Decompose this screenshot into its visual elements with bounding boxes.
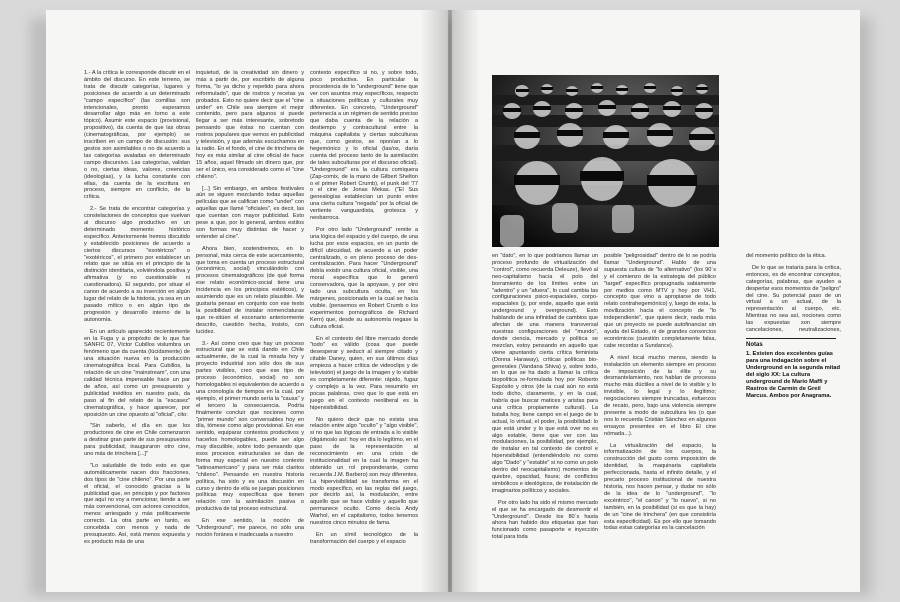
paragraph: [...] Sin embargo, en ambos festivales aún se siguen mezclando todas aquellas películas que se califican como "under" con aquellas que llamé "oficiales", es decir, las que cuentan con mayor publicidad. Esto pese a que, por lo general, ambos estilos son formas muy distintas de hacer y entender al cine". xyxy=(196,185,304,240)
paragraph: inquietud, de la creatividad sin dinero y más a partir de, por escribirlo de alguna forma, "lo ya dicho y repetido para ahora reformulado", que de rostros y recetas ya probados. Esto no quiere decir que el "cine under" en Chile sea siempre el mejor contenido, pero para algunos si puede llegar a ser más interesante, sobretodo pensando que éstas no cuentan con rostros populares que vemos en publicidad y televisión, y que además escuchamos en la radio. En el fondo, el cine de trinchera de hoy es más similar al cine oficial de hace 15 años, aquel filmado sin dinero que, por ser el único, era considerado como el "cine chileno". xyxy=(196,70,304,180)
left-column-3 xyxy=(310,70,418,578)
left-column-2 xyxy=(196,70,304,578)
paragraph: Por otro lado "Underground" remite a una lógica del espacio y del cuerpo, de una lucha por esos espacios, en un punto de difícil ubicuidad, de acuerdo a un poder centralizado, o en pleno proceso de des-centralización. Para hacer "Underground" debía existir una cultura oficial, visible, una moral específica que lo generó conservadora, que la apoyase, y por otro lado una subcultura oculta, en los márgenes, posicionada en la cual se hacía visible. (pensemos en Robert Crumb o los experimentos pornográficos de Richard Kern) que, desde su autonomía negase la cultura oficial. xyxy=(310,226,418,330)
footnote-number: 1. xyxy=(746,351,751,357)
paragraph: contexto específico si no, y sobre todo, poco productiva. En particular la procedencia de lo "underground" tiene que ver con asuntos muy específicos, respecto a situaciones políticas y culturales muy diferentes. En concreto, "Underground" pertenecía a un régimen de sentido preciso que daba cuenta de la relación a destiempo y contracultural entre la máquina capitalista y ciertas subculturas que, como gestos, se oponían a lo hegemónico y lo oficial (las/os, daría cuenta del proceso tanto de la asimilación de tales subculturas por el discurso oficial). "Underground" era la cultura comiquera (Zap-comix, de la mano de Gilbert Shelton o el primer Robert Crumb), el punk del '77 o el cine de Jonas Mekas. ("El Sus genealogías establecían un punto entre una cierta cultura "negada" por la oficial de vertiente vanguardista, grotesca y neobarroca. xyxy=(310,70,418,222)
paragraph: 1.- A la crítica le corresponde discutir en el ámbito del discurso. En este terreno, se trata de discutir categorías, lugares y posiciones de acuerdo a un determinado "campo específico" (las comillas son intencionales, pronto esperamos desarrollar algo más en torno a este tópico). Asumir este espacio (provisional, propositivo), da cuenta de que las obras (cinematográficas, por ejemplo) se inscriben en un campo de discusión: sus gestos son asimilables o no de acuerdo a las categorías avaladas en determinado campo discursivo. Las categorías, validan o no, ciertas ideas, valores, creencias (ideologías), y la lucha constante con ellas, da cuenta de la escritura en proceso, siempre en conflicto, de la crítica. xyxy=(84,70,190,201)
paragraph: En un artículo aparecido recientemente en la Fuga y a propósito de lo que fue SANFIC 07, Víctor Cubillos vislumbra un fenómeno que da cuenta (lúcidamente) de una situación nueva en la producción cinematográfica local. Para Cubillos, la relación de un cine "mainstream", con una calidad técnica impensable hace un par de años, así como un presupuesto y publicidad inéditos en nuestro país, da paso al fin del relato de la "escasez" cinematográfica, y hace aparecer, por oposición un cine opuesto al "oficial", cito: xyxy=(84,328,190,418)
paragraph: 2.- Se trata de encontrar categorías y constelaciones de conceptos que vuelvan al discurso algo productivo en un determinado momento histórico específico. Anteriormente hemos discutido y establecido posiciones de acuerdo a ciertos discursos "esotéricos" o "exotéricos", el primero por establecer un relato que se sitúa en el principio de la distinción identitaria, volviéndola positiva y afirmativa (y no cuestionable ni cuestionadora). El segundo, por situar el canon de acuerdo a su inserción en algún lugar del relato de la historia, ya sea en un pasado mítico o en algún tipo de progresión y desarrollo interno de la autonomía. xyxy=(84,206,190,323)
right-column-1 xyxy=(492,253,598,583)
left-page xyxy=(46,10,448,592)
paragraph: en "dato", en lo que podríamos llamar un proceso profundo de virtualización del "control", como recuerda Deleuze), llevó al neo-capitalismo hacia el polo del borramiento de los límites entre un "adentro" y un "afuera", lo cual cambia las configuraciones psico-espaciales, corpo-espaciales (y, por ende, aquello que está underground y overground). Esto hablando de una infinidad de cambios que afectan de una manera transversal nuestras configuraciones del "mundo", donde ciencia, mercado y política se mezclan, estoy pensando en aquello que viene apuntando cierta crítica feminista (Donna Haraway), críticas políticas bio-generales (Vandana Shiva) y, sobre todo, en lo que se ha dado a llamar la crítica biopolítica re-formulada hoy por Roberto Espósito y otros (de la cual aún no está todo dicho, claramente, y en la cual, habría que buscar matices y aristas para una crítica propiamente cultural). La batalla hoy, tiene campo en el juego de lo actual, lo virtual, el poder, la posibilidad: lo que está under y lo que está over no es algo estable, tiene que ver con las modulaciones, la posibilidad, por ejemplo, de instalar en tal contexto de control e hipervisibilidad (entendiéndolo no como algo "Dado" y "estable" si no como un polo dentro del neocapitalismo) momentos de quiebre, opacidad, fisura; de conflictos simbólicos e ideológicos, de instalación de imaginarios políticos y sociales. xyxy=(492,253,598,494)
notes-heading: Notas xyxy=(746,342,763,348)
paragraph: En ese sentido, la noción de "Underground", me parece, no sólo una noción foránea e inadecuada a nuestro xyxy=(196,518,304,538)
paragraph: "Lo saludable de todo esto es que automáticamente nacen dos fracciones, dos tipos de "cine chileno". Por una parte el oficial, el conocido gracias a la publicidad que, en principio y por factores que aquí no voy a mencionar, tiende a ser más convencional, con actores conocidos, menos arriesgado y más políticamente correcto. La otra parte en tanto, es concebida con menos y nada de presupuesto. Así, está menos expuesta y es producto más de una xyxy=(84,462,190,545)
footnote-text: Existen dos excelentes guías para una indagación sobre el Underground en la segunda mitad del siglo XX: La cultura underground de Mario Maffi y Rastros de Carmín de Greil Marcus. Ambos por Anagrama. xyxy=(746,351,841,399)
paragraph: La virtualización del espacio, la informatización de los cuerpos, la construcción del gusto como imposición de identidad, la maquinaria capitalista perfeccionada, hasta el infinito detalle, y el precario proceso institucional de nuestra historia, nos hacen pensar, y dudar no sólo de la idea de lo "underground", "lo excéntrico", "el canon" y "lo nuevo", si no también, en la posibilidad (si es que la hay) de un "cine de trinchera" (en que consistiría esta especificidad). Es por ello que tomando todas estas categorías es la cancelación xyxy=(604,442,716,532)
right-column-3 xyxy=(746,253,841,333)
paragraph: Por otro lado ha sido el mismo mercado el que se ha encargado de desmentir el "Underground". Desde los 80´s hasta ahora han habido dos etiquetas que han funcionado como pasaporte e inyección total para toda xyxy=(492,499,598,541)
paragraph: En el contexto del libre mercado donde "todo" es válido (cosa que puede desesperar y seducir al siempre citado y citable Daney, quien, en sus últimos días empieza a hacer crítica de videoclips y de televisión) el juego de la imagen y lo visible es completamente diferente: rápido, fugaz y complejo a la vez. Para resumirlo en pocas palabras, creo que lo que está en juego en el contexto neoliberal es la hipervisibilidad. xyxy=(310,335,418,411)
footnote xyxy=(746,351,841,400)
paragraph: De lo que se trataría para la crítica, entonces, es de encontrar conceptos, categorías, palabras, que ayuden a despertar esos momentos de "peligro" del cine. Su potencial paso de un virtual a un actual, de la representación al cuerpo, etc. Mientras no sea así, nociones como las expuestas son siempre cancelaciones, neutralizaciones, xyxy=(746,264,841,333)
paragraph: posible "peligrosidad" dentro de lo se podría llamar "Underground". Hablo de una supuesta cultura de "lo alternativo" (los 90´s y el comienzo de la estrategia del público "target" específico propugnada sabiamente por medios como MTV y hoy por VH1, concepto que vino a apropiarse de todo relato contrahegemónico) y, luego de esta, la movilización hacia el concepto de "lo independiente", que quiere decir, nada más que un proyecto se puede autofinanciar sin ayuda del Estado, ni de grandes consorcios económicos (cuestión completamente falsa, cabe recordar a Sundance). xyxy=(604,253,716,349)
paragraph: En un símil tecnológico de la transformación del cuerpo y el espacio xyxy=(310,532,418,545)
audience-3d-glasses-image xyxy=(492,75,719,247)
notes-divider xyxy=(746,338,836,339)
left-column-1 xyxy=(84,70,190,578)
paragraph: del momento político de la ética. xyxy=(746,253,827,259)
paragraph: No quiero decir que no exista una relación entre algo "oculto" y "algo visible", si no que las lógicas de entrada a lo visible (digámoslo así: hoy en día lo legítimo, en el paso de la representación al reconocimiento en una crisis de institucionalidad en la cual la imagen ha obtenido un rol preponderante, como recuerda J.M. Barbero) son muy diferentes. La hipervisibilidad se transforma en el modo específico, en las reglas del juego, por decirlo así, la modulación, entre aquello que se hace visible y aquello que permanece oculto. Como decía Andy Warhol, en el capitalismo, todos tenemos nuestros cinco minutos de fama. xyxy=(310,416,418,527)
paragraph: 3.- Así como creo que hay un proceso estructural que se está dando en Chile actualmente, de la cual la mirada hoy y proyecto industrial son sólo dos de sus partes visibles, creo que ese tipo de proceso (económico, social) no son homologables ni equivalentes de acuerdo a una cronología de tiempos en la cual, por ejemplo, el primer mundo sería la "causa" y el tercero la consecuencia. Podría finalmente concluir que nociones como "primer mundo" son conversables hoy en día, tómese como algo provisional. En ese sentido, equiparar contextos productivos y hacerlos homologables, puede ser algo muy discutible, sobre todo pensando que esos procesos estructurales se dan de forma muy especial en nuestro contexto "latinoamericano" y para ser más claritos "chileno". Pensando en nuestra historia política, ha sido y es una discusión en curso y dentro de ella se juegan posiciones políticas muy específicas que tienen relación con la asimilación pasiva o productiva de tal proceso estructural. xyxy=(196,340,304,513)
paragraph: "Sin saberlo, el día en que los productores de cine en Chile comenzaron a destinar gran parte de sus presupuestos para publicidad, inauguraron otro cine, uno más de trinchera [...]" xyxy=(84,423,190,458)
paragraph: Ahora bien, sostendremos, en lo personal, más cerca de este acercamiento, que toma en cuenta un proceso estructural (económico, social) vinculándolo con procesos cinematográficos (de qué forma ese relato económico-social tiene una incidencia en los principios estéticos), y asumiendo que es un relato plausible. Me gustaría pensar en conjunto con ese texto la posibilidad de instalar nomenclaturas que re-sitúen el escenario anteriormente descrito, cuestión hecha, insisto, con lucidez. xyxy=(196,245,304,335)
paragraph: A nivel local mucho menos, siendo la instalación un elemento siempre en proceso de imposición de la élite y su desmantelamiento, nos hablan de procesos mucho más dúctiles a nivel de lo visible y lo invisible, lo legal y lo ilegítimo; negociaciones siempre truncadas, esfuerzos de recato, pero, bajo una violencia siempre presente a modo de subcultura les (o que nos lo recuerda Cristián Sánchez en algunos ensayos presentes en el libro El cine nómada...). xyxy=(604,354,716,437)
right-page xyxy=(452,10,860,592)
right-column-2 xyxy=(604,253,716,583)
cinema-audience-photo xyxy=(492,75,719,247)
